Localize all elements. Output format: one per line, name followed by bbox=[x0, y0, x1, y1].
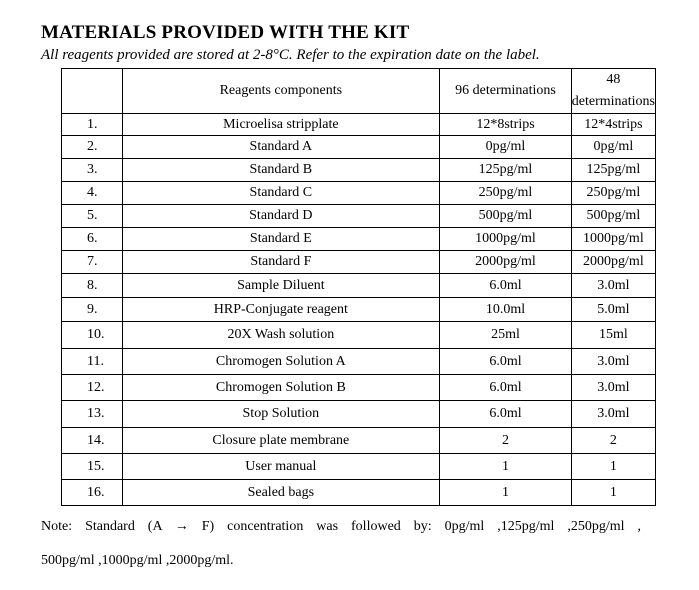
row-value-48: 15ml bbox=[571, 322, 655, 349]
row-value-96: 500pg/ml bbox=[440, 205, 572, 228]
row-component-name: Standard F bbox=[122, 251, 440, 274]
row-value-48: 0pg/ml bbox=[571, 136, 655, 159]
table-row bbox=[62, 401, 656, 428]
header-48-determinations bbox=[571, 69, 655, 114]
row-number: 7. bbox=[62, 251, 123, 274]
row-value-96: 125pg/ml bbox=[440, 159, 572, 182]
page-title: MATERIALS PROVIDED WITH THE KIT bbox=[41, 22, 410, 43]
table-row bbox=[62, 375, 656, 401]
row-number: 15. bbox=[62, 454, 123, 480]
table-row bbox=[62, 428, 656, 454]
row-value-48: 3.0ml bbox=[571, 349, 655, 375]
row-value-48: 12*4strips bbox=[571, 114, 655, 136]
table-row bbox=[62, 274, 656, 298]
row-value-96: 6.0ml bbox=[440, 375, 572, 401]
table-row bbox=[62, 205, 656, 228]
row-component-name: Standard C bbox=[122, 182, 440, 205]
row-number: 12. bbox=[62, 375, 123, 401]
concentration-note-continued: 500pg/ml ,1000pg/ml ,2000pg/ml. bbox=[41, 553, 234, 568]
table-header-row bbox=[62, 69, 656, 114]
row-number: 4. bbox=[62, 182, 123, 205]
table-row bbox=[62, 159, 656, 182]
row-number: 10. bbox=[62, 322, 123, 349]
row-component-name: 20X Wash solution bbox=[122, 322, 440, 349]
row-value-48: 1 bbox=[571, 480, 655, 506]
row-value-96: 25ml bbox=[440, 322, 572, 349]
row-value-48: 125pg/ml bbox=[571, 159, 655, 182]
storage-subtitle: All reagents provided are stored at 2-8°C. Refer to the expiration date on the label. bbox=[41, 47, 540, 63]
row-component-name: HRP-Conjugate reagent bbox=[122, 298, 440, 322]
concentration-note: Note: Standard (A → F) concentration was followed by: 0pg/ml ,125pg/ml ,250pg/ml , bbox=[41, 519, 641, 534]
row-number: 1. bbox=[62, 114, 123, 136]
row-value-48: 250pg/ml bbox=[571, 182, 655, 205]
row-component-name: Closure plate membrane bbox=[122, 428, 440, 454]
row-component-name: Stop Solution bbox=[122, 401, 440, 428]
header-component: Reagents components bbox=[122, 69, 440, 114]
table-row bbox=[62, 114, 656, 136]
row-value-96: 1 bbox=[440, 454, 572, 480]
row-number: 14. bbox=[62, 428, 123, 454]
row-component-name: Standard D bbox=[122, 205, 440, 228]
row-component-name: Standard E bbox=[122, 228, 440, 251]
row-value-96: 6.0ml bbox=[440, 401, 572, 428]
header-48-line2: determinations bbox=[571, 94, 655, 109]
row-component-name: Microelisa stripplate bbox=[122, 114, 440, 136]
table-row bbox=[62, 182, 656, 205]
header-number bbox=[62, 69, 123, 114]
row-number: 11. bbox=[62, 349, 123, 375]
row-value-48: 3.0ml bbox=[571, 375, 655, 401]
row-value-96: 2000pg/ml bbox=[440, 251, 572, 274]
row-number: 13. bbox=[62, 401, 123, 428]
table-row bbox=[62, 251, 656, 274]
row-component-name: Sealed bags bbox=[122, 480, 440, 506]
table-row bbox=[62, 454, 656, 480]
row-value-48: 2000pg/ml bbox=[571, 251, 655, 274]
row-value-48: 500pg/ml bbox=[571, 205, 655, 228]
row-value-96: 1 bbox=[440, 480, 572, 506]
reagents-table bbox=[61, 68, 656, 506]
row-value-96: 10.0ml bbox=[440, 298, 572, 322]
row-number: 3. bbox=[62, 159, 123, 182]
row-value-96: 0pg/ml bbox=[440, 136, 572, 159]
row-number: 6. bbox=[62, 228, 123, 251]
table-row bbox=[62, 136, 656, 159]
row-value-48: 1 bbox=[571, 454, 655, 480]
table-row bbox=[62, 322, 656, 349]
row-number: 9. bbox=[62, 298, 123, 322]
table-row bbox=[62, 349, 656, 375]
row-number: 5. bbox=[62, 205, 123, 228]
table-row bbox=[62, 228, 656, 251]
table-row bbox=[62, 480, 656, 506]
row-value-96: 1000pg/ml bbox=[440, 228, 572, 251]
row-number: 8. bbox=[62, 274, 123, 298]
row-value-48: 2 bbox=[571, 428, 655, 454]
row-value-96: 250pg/ml bbox=[440, 182, 572, 205]
table-row bbox=[62, 298, 656, 322]
row-component-name: Standard B bbox=[122, 159, 440, 182]
header-96-determinations: 96 determinations bbox=[440, 69, 572, 114]
header-48-line1: 48 bbox=[606, 72, 621, 87]
row-value-48: 1000pg/ml bbox=[571, 228, 655, 251]
row-value-48: 3.0ml bbox=[571, 401, 655, 428]
row-value-48: 3.0ml bbox=[571, 274, 655, 298]
row-value-96: 12*8strips bbox=[440, 114, 572, 136]
row-component-name: Chromogen Solution A bbox=[122, 349, 440, 375]
row-component-name: Chromogen Solution B bbox=[122, 375, 440, 401]
row-value-96: 6.0ml bbox=[440, 274, 572, 298]
row-value-48: 5.0ml bbox=[571, 298, 655, 322]
row-component-name: Standard A bbox=[122, 136, 440, 159]
row-value-96: 6.0ml bbox=[440, 349, 572, 375]
row-value-96: 2 bbox=[440, 428, 572, 454]
row-component-name: User manual bbox=[122, 454, 440, 480]
row-component-name: Sample Diluent bbox=[122, 274, 440, 298]
row-number: 16. bbox=[62, 480, 123, 506]
row-number: 2. bbox=[62, 136, 123, 159]
